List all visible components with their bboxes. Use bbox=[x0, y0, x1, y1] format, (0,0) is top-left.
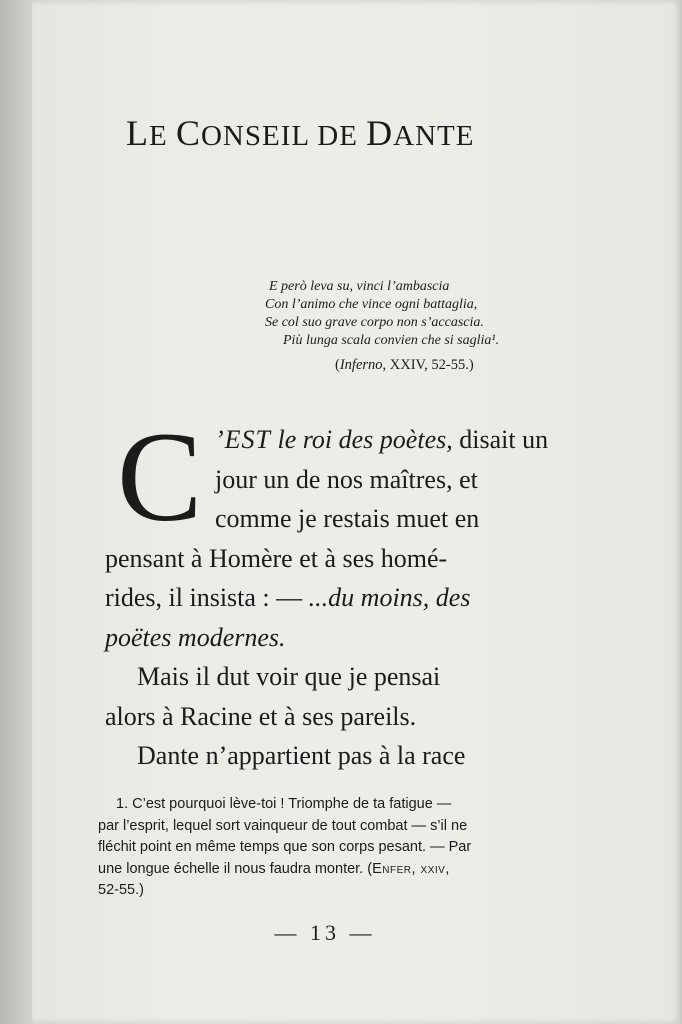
epigraph bbox=[265, 278, 565, 374]
body-line-6: poëtes modernes. bbox=[105, 622, 286, 652]
epigraph-citation bbox=[265, 356, 565, 374]
body-line-5-italic: ...du moins, des bbox=[308, 583, 471, 612]
title-letter-c: C bbox=[175, 113, 201, 153]
footnote-line-4 bbox=[98, 859, 550, 881]
body-line-5 bbox=[105, 578, 550, 618]
page-number: — 13 — bbox=[274, 920, 376, 945]
footnote bbox=[98, 794, 550, 902]
epigraph-line-2: Con l’animo che vince ogni battaglia, bbox=[265, 297, 478, 312]
body-text bbox=[105, 406, 550, 776]
body-line-8: alors à Racine et à ses pareils. bbox=[105, 701, 417, 731]
body-line-1-rest: disait un bbox=[452, 425, 549, 454]
title-part-e: E bbox=[149, 120, 176, 152]
drop-cap: C bbox=[117, 406, 203, 548]
title-part-ante: ANTE bbox=[393, 120, 475, 152]
epigraph-line-3: Se col suo grave corpo non s’accascia. bbox=[265, 315, 484, 330]
body-line-5-text: rides, il insista : — bbox=[105, 583, 309, 612]
body-line-9: Dante n’appartient pas à la race bbox=[137, 741, 466, 770]
body-line-1-italic: le roi des poètes, bbox=[271, 425, 453, 454]
citation-work: Inferno bbox=[339, 357, 383, 373]
footnote-line-1: 1. C’est pourquoi lève-toi ! Triomphe de ta fatigue — bbox=[116, 796, 452, 812]
citation-reference: , XXIV, 52-55.) bbox=[382, 357, 474, 373]
body-line-2: jour un de nos maîtres, et bbox=[215, 464, 478, 494]
footnote-line-4-reference: Enfer, xxiv, bbox=[372, 860, 450, 877]
title-letter-d: D bbox=[366, 113, 394, 153]
title-part-onseil: ONSEIL DE bbox=[200, 120, 367, 152]
footnote-line-2: par l’esprit, lequel sort vainqueur de tout combat — s’il ne bbox=[98, 817, 468, 834]
epigraph-line-4: Più lunga scala convien che si saglia¹. bbox=[283, 333, 500, 348]
chapter-title bbox=[126, 112, 556, 154]
title-letter-l: L bbox=[126, 113, 149, 153]
body-line-7: Mais il dut voir que je pensai bbox=[137, 662, 441, 691]
footnote-line-4-text: une longue échelle il nous faudra monter. ( bbox=[98, 860, 373, 877]
footnote-line-5: 52-55.) bbox=[98, 882, 144, 898]
footnote-line-3: fléchit point en même temps que son corps pesant. — Par bbox=[98, 839, 472, 855]
body-line-4: pensant à Homère et à ses homé- bbox=[105, 543, 448, 573]
body-line-3: comme je restais muet en bbox=[215, 504, 480, 533]
epigraph-line-1: E però leva su, vinci l’ambascia bbox=[269, 279, 450, 294]
body-line-1-smallcaps: ’EST bbox=[215, 425, 271, 454]
citation-open: ( bbox=[335, 357, 340, 373]
